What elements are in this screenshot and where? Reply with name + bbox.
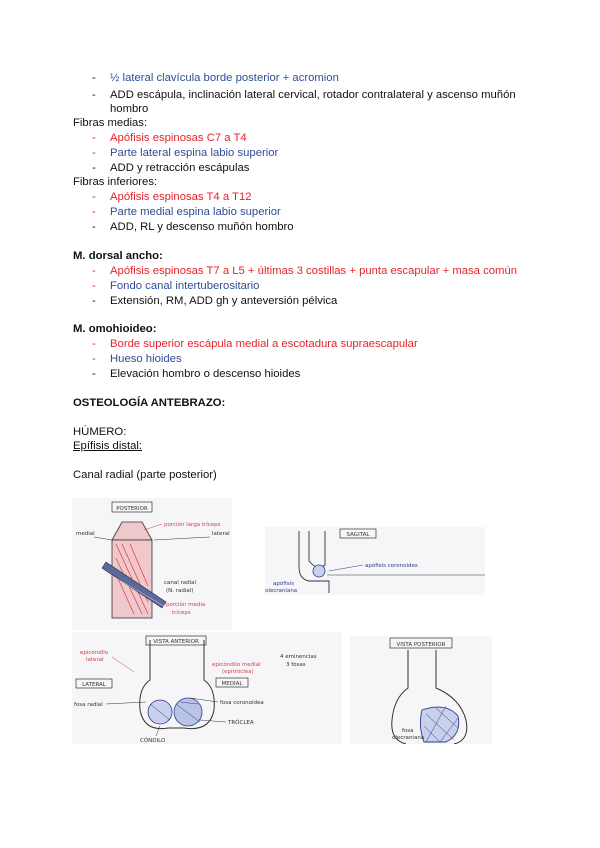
- bullet-text: Extensión, RM, ADD gh y anteversión pélvica: [110, 295, 338, 307]
- figure-caption: Canal radial (parte posterior): [73, 469, 217, 481]
- posterior-view-title: VISTA POSTERIOR: [396, 642, 446, 648]
- condyle-label: CÓNDILO: [140, 738, 166, 744]
- posterior-title: POSTERIOR: [116, 506, 148, 512]
- anterior-title: VISTA ANTERIOR: [153, 639, 199, 645]
- trochlea-shape: [174, 698, 202, 726]
- bullet-text: ADD escápula, inclinación lateral cervical, rotador contralateral y ascenso muñón hombro: [110, 89, 516, 115]
- medial-triceps-label: porción media: [166, 602, 206, 608]
- bullet-text: Elevación hombro o descenso hioides: [110, 368, 301, 380]
- section-heading: OSTEOLOGÍA ANTEBRAZO:: [73, 397, 226, 409]
- sagittal-title: SAGITAL: [346, 532, 370, 538]
- medial-epicondyle-label: epicóndilo medial: [212, 662, 261, 668]
- bullet-text: ADD, RL y descenso muñón hombro: [110, 221, 294, 233]
- bullet-dash: -: [92, 191, 96, 203]
- subsection-label: Fibras medias:: [73, 117, 148, 129]
- bullet-dash: -: [92, 295, 96, 307]
- medial-box-label: MEDIAL: [221, 681, 243, 687]
- bullet-dash: -: [92, 89, 96, 101]
- bullet-dash: -: [92, 162, 96, 174]
- radial-fossa-label: fosa radial: [74, 702, 103, 708]
- lateral-box-label: LATERAL: [82, 682, 106, 688]
- long-triceps-label: porción larga tríceps: [164, 522, 221, 528]
- fossae-label: 3 fosas: [286, 662, 306, 668]
- radial-canal-label: canal radial: [164, 580, 197, 586]
- bullet-dash: -: [92, 206, 96, 218]
- subsection-heading: Epífisis distal:: [73, 440, 143, 452]
- bullet-text: Apófisis espinosas T4 a T12: [110, 191, 252, 203]
- bullet-text: ½ lateral clavícula borde posterior + acromion: [110, 72, 339, 84]
- olecranon-fossa-label: fosa: [402, 728, 414, 734]
- olecranon-label-2: olecraniana: [265, 588, 298, 594]
- bullet-text: Apófisis espinosas C7 a T4: [110, 132, 247, 144]
- bullet-dash: -: [92, 147, 96, 159]
- bullet-text: Borde superior escápula medial a escotadura supraescapular: [110, 338, 418, 350]
- lateral-label: lateral: [212, 531, 230, 537]
- bullet-text: Apófisis espinosas T7 a L5 + últimas 3 costillas + punta escapular + masa común: [110, 265, 518, 277]
- olecranon-fossa-label-2: olecraniana: [392, 735, 425, 741]
- bullet-text: Hueso hioides: [110, 353, 182, 365]
- bullet-dash: -: [92, 72, 96, 84]
- subsection-label: Fibras inferiores:: [73, 176, 158, 188]
- medial-triceps-label-2: tríceps: [172, 610, 191, 616]
- anterior-view-sketch: [72, 632, 342, 744]
- lateral-epicondyle-label-2: lateral: [86, 657, 104, 663]
- bullet-text: Parte medial espina labio superior: [110, 206, 281, 218]
- coronoid-label: apófisis coronoides: [365, 563, 418, 569]
- eminences-label: 4 eminencias: [280, 654, 317, 660]
- medial-label: medial: [76, 531, 95, 537]
- posterior-section-sketch: [72, 498, 232, 630]
- bullet-dash: -: [92, 280, 96, 292]
- bullet-text: ADD y retracción escápulas: [110, 162, 250, 174]
- sagittal-sketch: [265, 527, 485, 595]
- bullet-dash: -: [92, 338, 96, 350]
- epitrochlea-label: (epitróclea): [222, 669, 254, 675]
- lateral-epicondyle-label: epicóndilo: [80, 650, 109, 656]
- coronoid-fossa-label: fosa coronoidea: [220, 700, 264, 706]
- bullet-dash: -: [92, 132, 96, 144]
- bullet-text: Fondo canal intertuberositario: [110, 280, 260, 292]
- trochlea-circle: [313, 565, 325, 577]
- bullet-dash: -: [92, 265, 96, 277]
- olecranon-label: apófisis: [273, 581, 294, 587]
- bullet-dash: -: [92, 353, 96, 365]
- posterior-view-sketch: [350, 636, 492, 744]
- radial-nerve-label: (N. radial): [166, 588, 194, 594]
- bullet-dash: -: [92, 368, 96, 380]
- trochlea-label: TRÓCLEA: [228, 720, 254, 726]
- bullet-dash: -: [92, 221, 96, 233]
- section-heading: M. omohioideo:: [73, 323, 157, 335]
- bullet-text: Parte lateral espina labio superior: [110, 147, 279, 159]
- section-heading: M. dorsal ancho:: [73, 250, 163, 262]
- bone-heading: HÚMERO:: [73, 426, 127, 438]
